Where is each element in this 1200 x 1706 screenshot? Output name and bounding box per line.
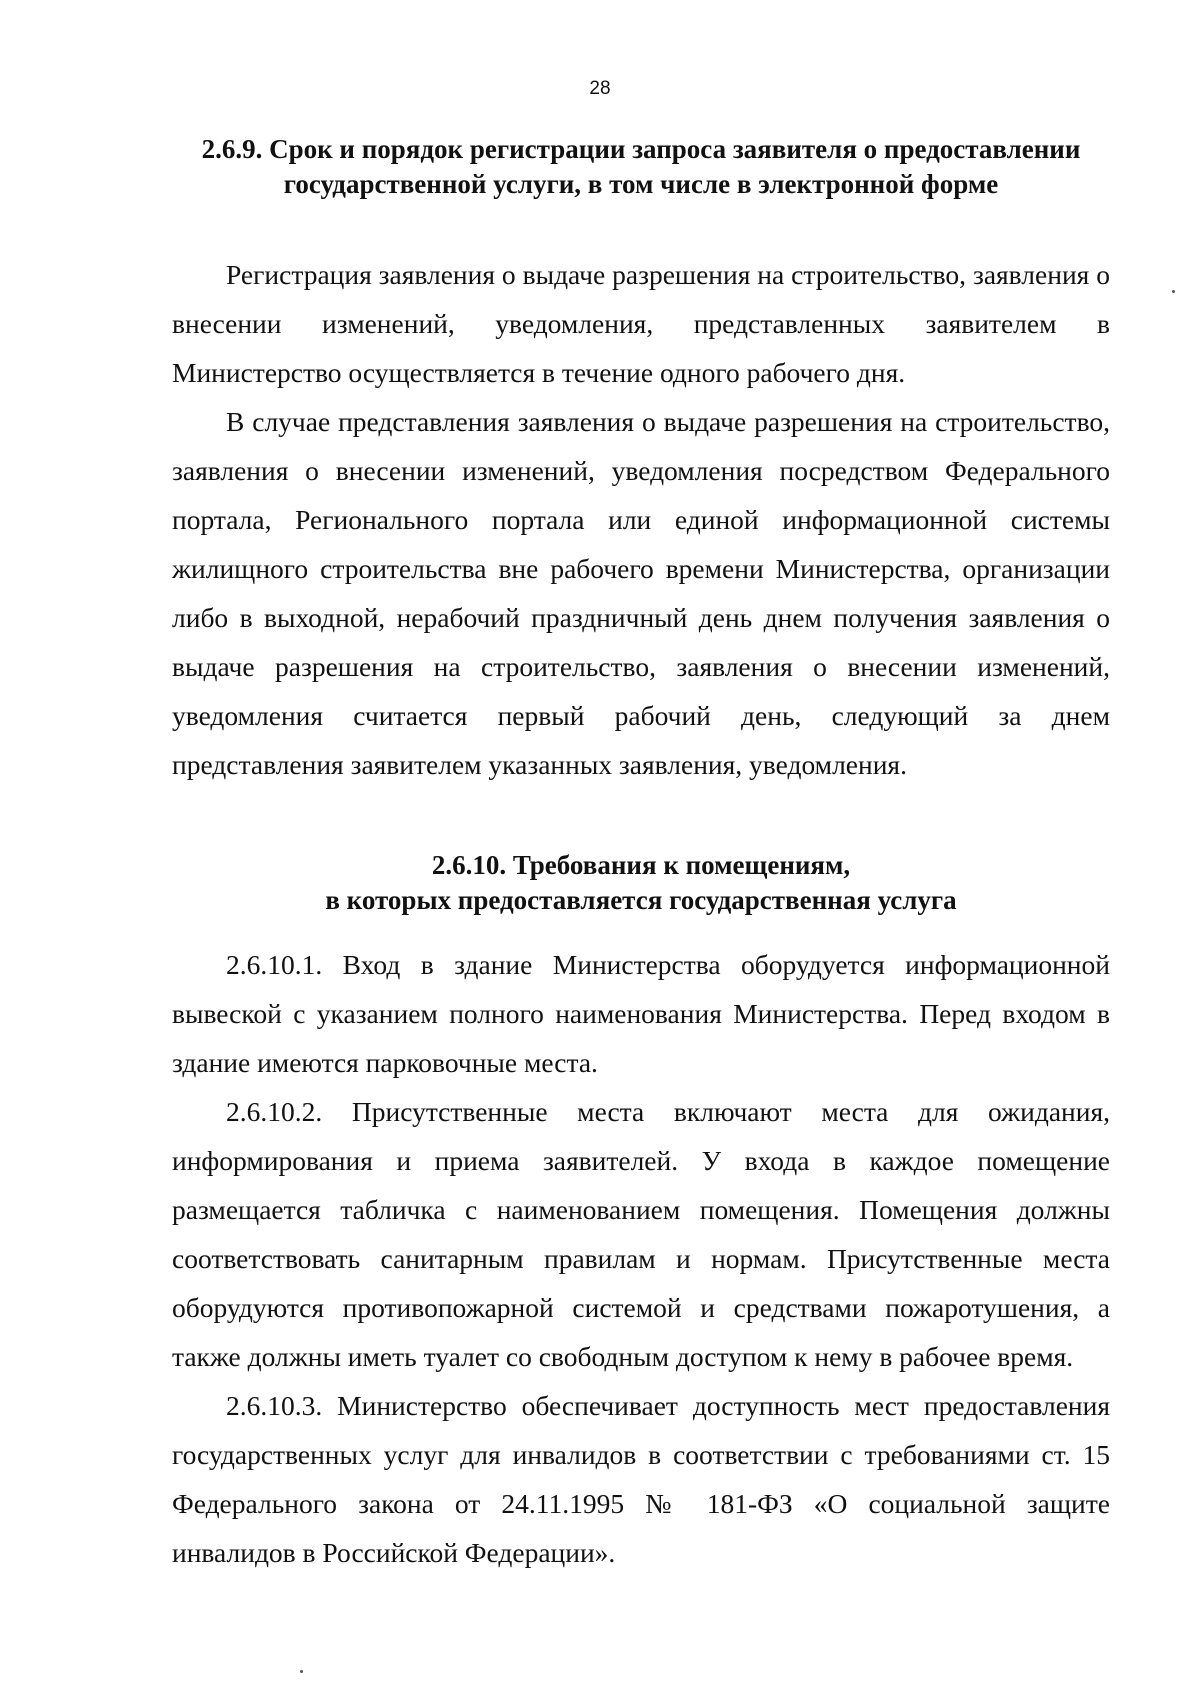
scan-speck	[300, 1670, 303, 1673]
section-heading-2-6-9	[172, 132, 1110, 202]
heading-line: государственной услуги, в том числе в электронной форме	[283, 169, 999, 199]
page-number: 28	[589, 78, 611, 99]
heading-line: 2.6.10. Требования к помещениям,	[431, 850, 851, 880]
paragraph: 2.6.10.3. Министерство обеспечивает доступность мест предоставления государственных услуг для инвалидов в соответствии с требованиями ст. 15 Федерального закона от 24.11.1995 № 181-ФЗ «О социальной защите инвалидов в Российской Федерации».	[172, 1390, 1110, 1568]
paragraph: 2.6.10.1. Вход в здание Министерства оборудуется информационной вывеской с указанием полного наименования Министерства. Перед входом в здание имеются парковочные места.	[172, 949, 1110, 1078]
heading-line: в которых предоставляется государственная услуга	[325, 885, 957, 915]
section-body-2-6-10	[172, 940, 1110, 1577]
section-body-2-6-9	[172, 250, 1110, 789]
heading-line: 2.6.9. Срок и порядок регистрации запроса заявителя о предоставлении	[201, 134, 1081, 164]
paragraph: 2.6.10.2. Присутственные места включают места для ожидания, информирования и приема заявителей. У входа в каждое помещение размещается табличка с наименованием помещения. Помещения должны соответствовать санитарным правилам и нормам. Присутственные места оборудуются противопожарной системой и средствами пожаротушения, а также должны иметь туалет со свободным доступом к нему в рабочее время.	[172, 1096, 1110, 1372]
paragraph: Регистрация заявления о выдаче разрешения на строительство, заявления о внесении изменений, уведомления, представленных заявителем в Министерство осуществляется в течение одного рабочего дня.	[172, 259, 1110, 388]
scan-speck	[1172, 290, 1175, 293]
section-heading-2-6-10	[172, 848, 1110, 918]
paragraph: В случае представления заявления о выдаче разрешения на строительство, заявления о внесении изменений, уведомления посредством Федерального портала, Регионального портала или единой информационной системы жилищного строительства вне рабочего времени Министерства, организации либо в выходной, нерабочий праздничный день днем получения заявления о выдаче разрешения на строительство, заявления о внесении изменений, уведомления считается первый рабочий день, следующий за днем представления заявителем указанных заявления, уведомления.	[172, 406, 1110, 780]
